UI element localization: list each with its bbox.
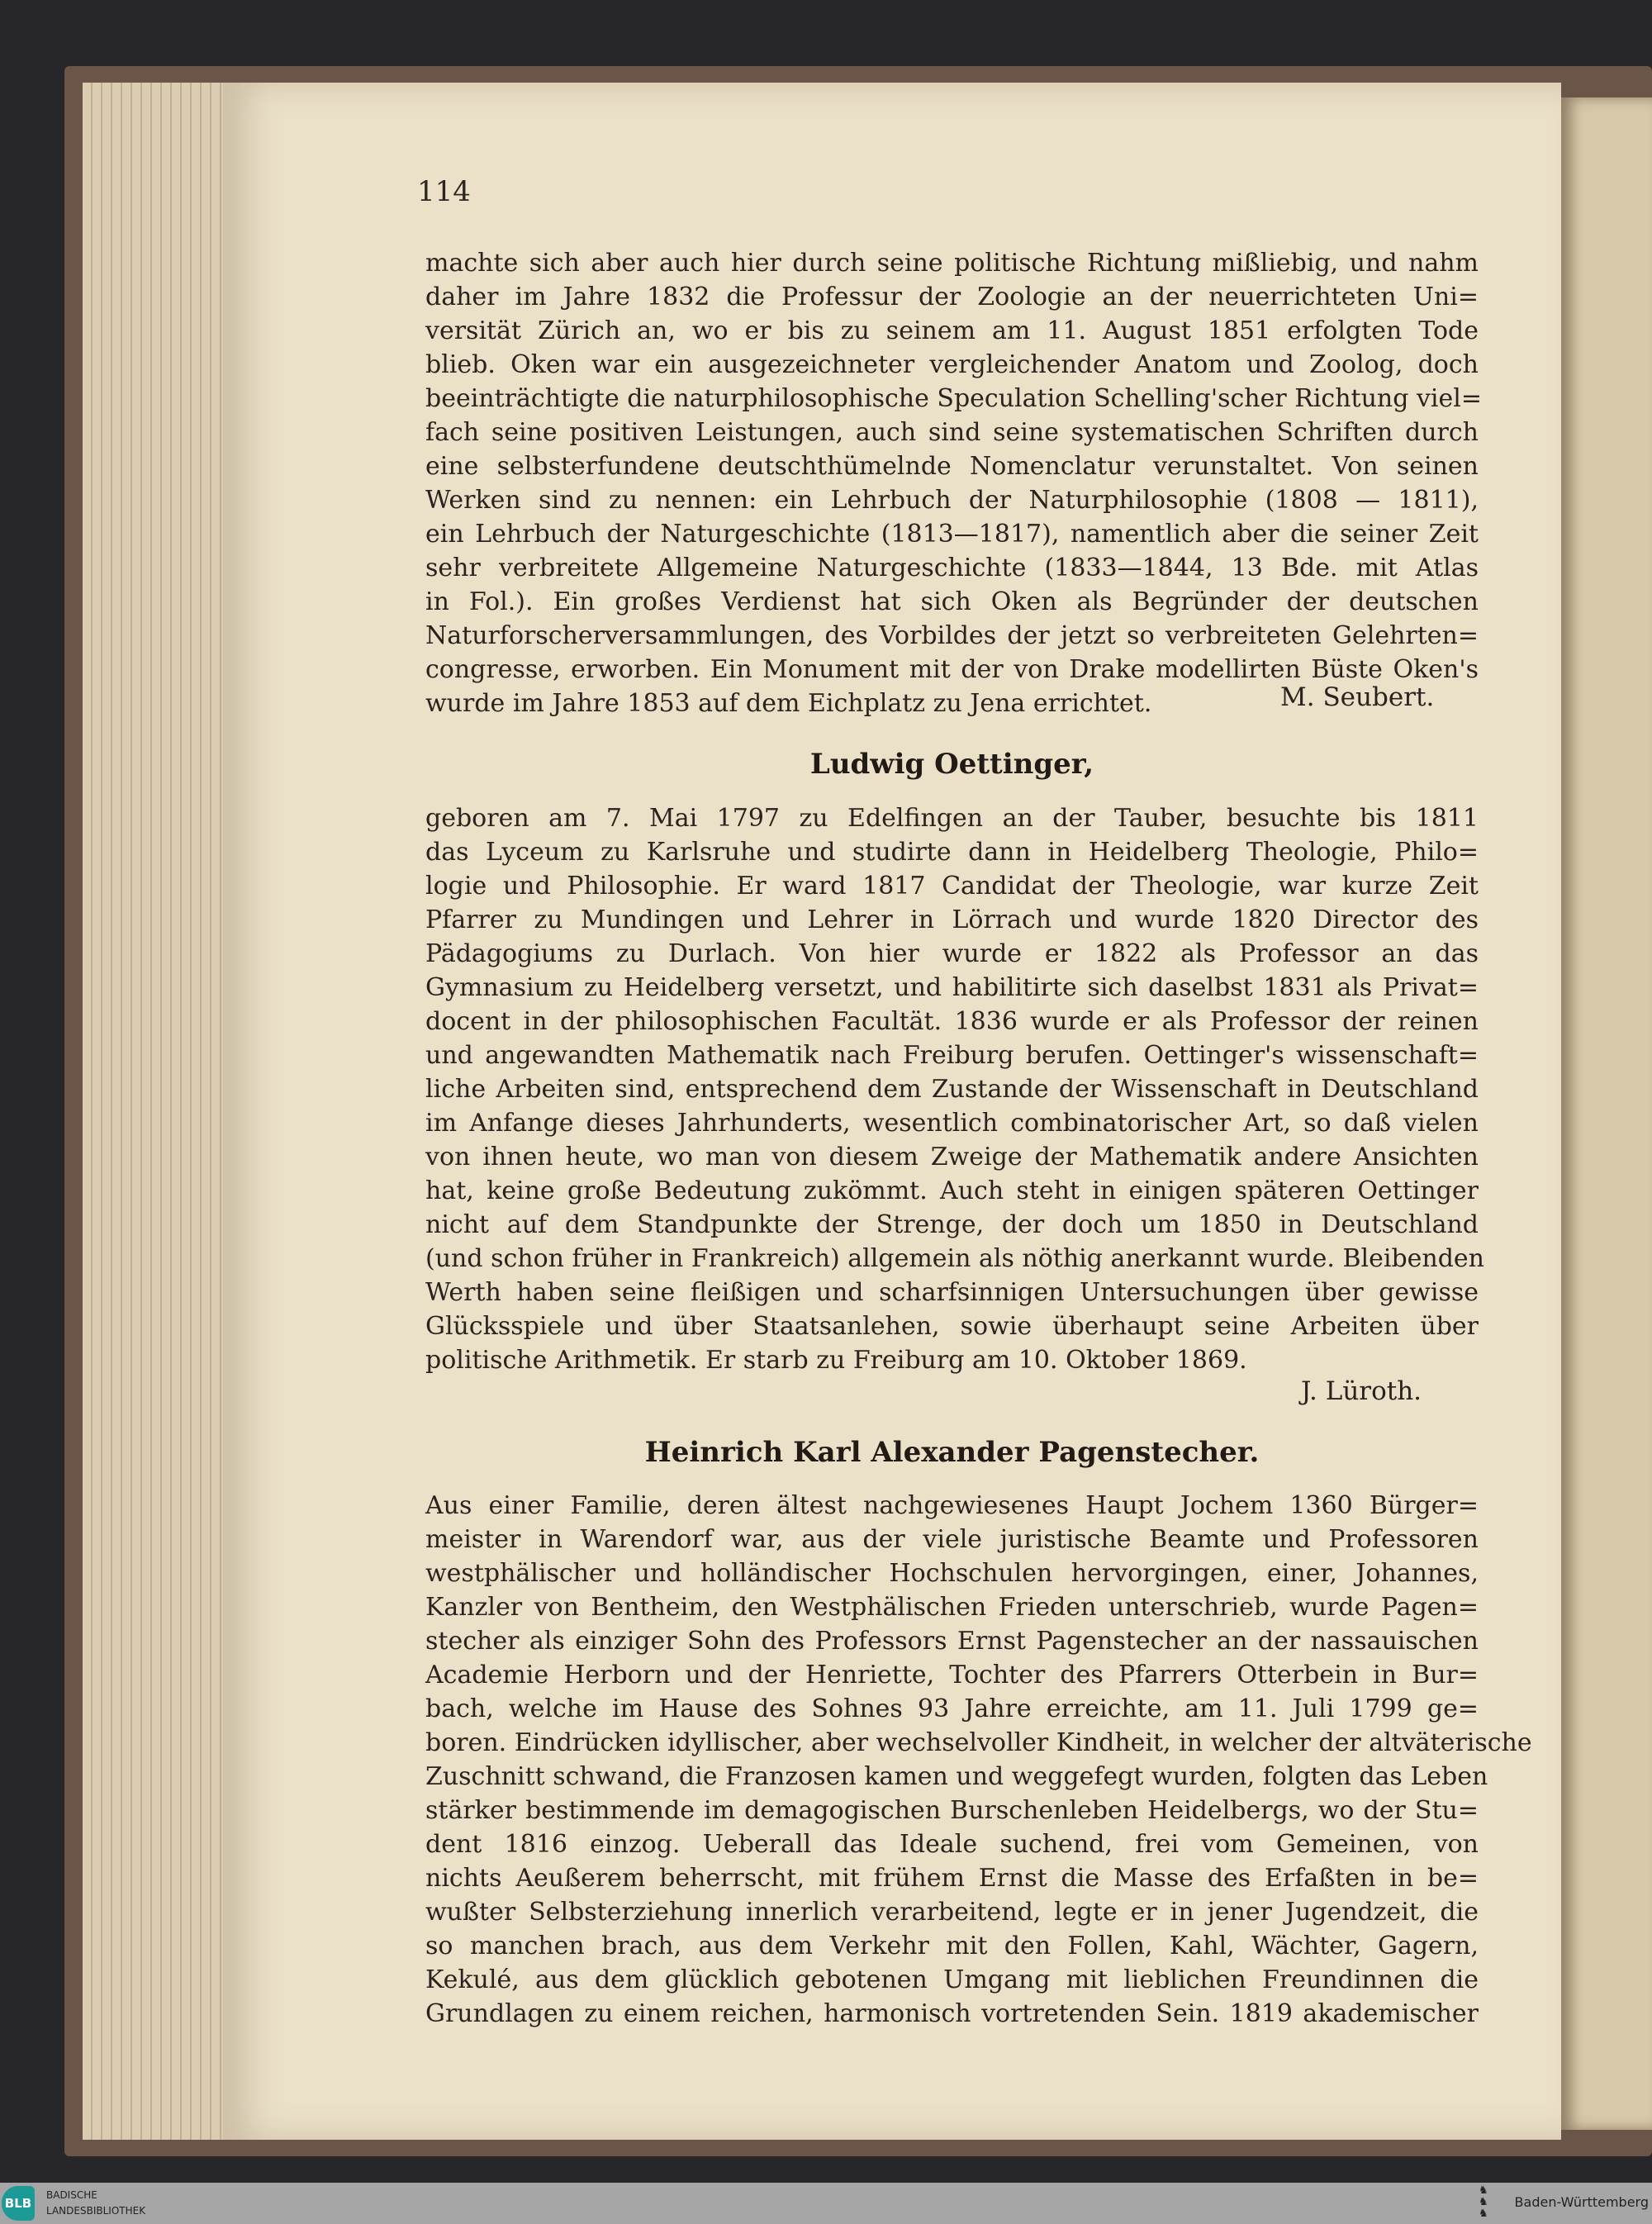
text-line: beeinträchtigte die naturphilosophische Speculation Schelling'scher Richtung viel= [425,384,1482,413]
text-line: Naturforscherversammlungen, des Vorbildes der jetzt so verbreiteten Gelehrten= [425,621,1479,650]
text-line: Pädagogiums zu Durlach. Von hier wurde er 1822 als Professor an das [425,939,1479,968]
text-line: hat, keine große Bedeutung zukömmt. Auch steht in einigen späteren Oettinger [425,1176,1479,1205]
text-line: und angewandten Mathematik nach Freiburg berufen. Oettinger's wissenschaft= [425,1041,1479,1070]
pagenstecher-paragraph [425,1489,1532,2031]
signature-lueroth: J. Lüroth. [1301,1376,1422,1406]
text-line: meister in Warendorf war, aus der viele juristische Beamte und Professoren [425,1525,1479,1554]
text-line: machte sich aber auch hier durch seine politische Richtung mißliebig, und nahm [425,249,1479,278]
library-name [46,2188,145,2219]
text-line: logie und Philosophie. Er ward 1817 Candidat der Theologie, war kurze Zeit [425,872,1479,901]
text-line: blieb. Oken war ein ausgezeichneter vergleichender Anatom und Zoolog, doch [425,350,1479,379]
heading-pagenstecher: Heinrich Karl Alexander Pagenstecher. [644,1436,1260,1469]
text-line: stecher als einziger Sohn des Professors Ernst Pagenstecher an der nassauischen [425,1627,1479,1656]
state-name[interactable]: Baden-Württemberg [1514,2194,1649,2210]
lion-crest-icon: ♞ ♞ ♞ [1479,2184,1488,2220]
text-line: Werken sind zu nennen: ein Lehrbuch der Naturphilosophie (1808 — 1811), [425,486,1479,515]
text-line: Grundlagen zu einem reichen, harmonisch vortretenden Sein. 1819 akademischer [425,1999,1479,2028]
text-line: das Lyceum zu Karlsruhe und studirte dann in Heidelberg Theologie, Philo= [425,838,1479,867]
page-edges [83,83,240,2140]
text-line: congresse, erworben. Ein Monument mit der von Drake modellirten Büste Oken's [425,655,1479,684]
signature-seubert: M. Seubert. [1280,682,1435,712]
text-line: eine selbsterfundene deutschthümelnde Nomenclatur verunstaltet. Von seinen [425,452,1479,481]
text-line: Werth haben seine fleißigen und scharfsinnigen Untersuchungen über gewisse [425,1278,1479,1307]
text-line: so manchen brach, aus dem Verkehr mit den Follen, Kahl, Wächter, Gagern, [425,1932,1479,1960]
text-line: Aus einer Familie, deren ältest nachgewiesenes Haupt Jochem 1360 Bürger= [425,1491,1479,1520]
text-line: Kekulé, aus dem glücklich gebotenen Umgang mit lieblichen Freundinnen die [425,1965,1479,1994]
text-line: Gymnasium zu Heidelberg versetzt, und habilitirte sich daselbst 1831 als Privat= [425,973,1479,1002]
text-line: in Fol.). Ein großes Verdienst hat sich Oken als Begründer der deutschen [425,587,1479,616]
text-line: Pfarrer zu Mundingen und Lehrer in Lörrach und wurde 1820 Director des [425,905,1479,934]
text-line: liche Arbeiten sind, entsprechend dem Zustande der Wissenschaft in Deutschland [425,1075,1479,1104]
oken-paragraph [425,246,1482,720]
text-line: nichts Aeußerem beherrscht, mit frühem Ernst die Masse des Erfaßten in be= [425,1864,1479,1893]
text-line: sehr verbreitete Allgemeine Naturgeschichte (1833—1844, 13 Bde. mit Atlas [425,554,1479,582]
text-line: stärker bestimmende im demagogischen Burschenleben Heidelbergs, wo der Stu= [425,1796,1479,1825]
text-line: ein Lehrbuch der Naturgeschichte (1813—1817), namentlich aber die seiner Zeit [425,520,1479,549]
text-line: von ihnen heute, wo man von diesem Zweige der Mathematik andere Ansichten [425,1143,1479,1171]
text-line: boren. Eindrücken idyllischer, aber wechselvoller Kindheit, in welcher der altväterische [425,1728,1532,1757]
heading-ludwig-oettinger: Ludwig Oettinger, [809,748,1094,781]
library-name-line2: LANDESBIBLIOTHEK [46,2205,146,2217]
footer-bar [0,2183,1652,2224]
oettinger-paragraph [425,801,1485,1377]
text-line: versität Zürich an, wo er bis zu seinem am 11. August 1851 erfolgten Tode [425,316,1479,345]
text-line: fach seine positiven Leistungen, auch sind seine systematischen Schriften durch [425,418,1479,447]
text-line: dent 1816 einzog. Ueberall das Ideale suchend, frei vom Gemeinen, von [425,1830,1479,1859]
text-line: wurde im Jahre 1853 auf dem Eichplatz zu Jena errichtet. [425,689,1152,718]
facing-page-edge [1561,97,1652,2130]
page-number: 114 [417,175,471,208]
text-line: docent in der philosophischen Facultät. 1836 wurde er als Professor der reinen [425,1007,1479,1036]
text-line: (und schon früher in Frankreich) allgemein als nöthig anerkannt wurde. Bleibenden [425,1244,1485,1273]
text-line: geboren am 7. Mai 1797 zu Edelfingen an der Tauber, besuchte bis 1811 [425,804,1479,833]
blb-logo[interactable]: BLB [2,2186,35,2221]
text-line: Kanzler von Bentheim, den Westphälischen Frieden unterschrieb, wurde Pagen= [425,1593,1479,1622]
library-name-line1: BADISCHE [46,2189,97,2201]
text-line: nicht auf dem Standpunkte der Strenge, der doch um 1850 in Deutschland [425,1210,1479,1239]
text-line: daher im Jahre 1832 die Professur der Zoologie an der neuerrichteten Uni= [425,283,1479,311]
text-line: politische Arithmetik. Er starb zu Freiburg am 10. Oktober 1869. [425,1346,1247,1375]
text-line: Academie Herborn und der Henriette, Tochter des Pfarrers Otterbein in Bur= [425,1661,1479,1689]
text-line: Zuschnitt schwand, die Franzosen kamen und weggefegt wurden, folgten das Leben [425,1762,1488,1791]
text-line: wußter Selbsterziehung innerlich verarbeitend, legte er in jener Jugendzeit, die [425,1898,1479,1927]
text-line: bach, welche im Hause des Sohnes 93 Jahre erreichte, am 11. Juli 1799 ge= [425,1694,1479,1723]
text-line: im Anfange dieses Jahrhunderts, wesentlich combinatorischer Art, so daß vielen [425,1109,1479,1138]
text-line: westphälischer und holländischer Hochschulen hervorgingen, einer, Johannes, [425,1559,1479,1588]
text-line: Glücksspiele und über Staatsanlehen, sowie überhaupt seine Arbeiten über [425,1312,1479,1341]
